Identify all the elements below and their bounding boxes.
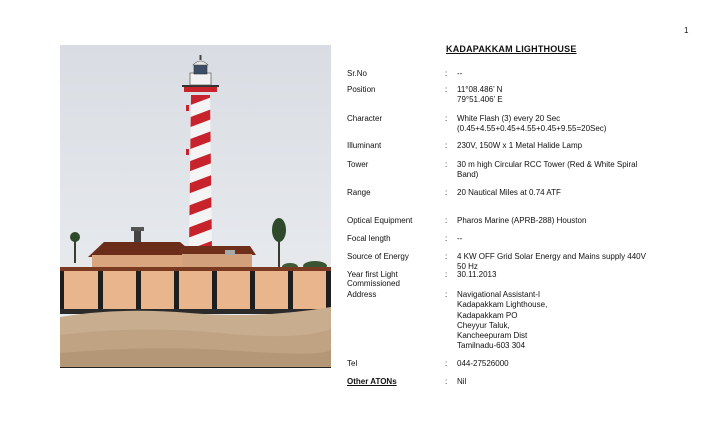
value-optical-equipment: Pharos Marine (APRB-288) Houston [457, 216, 587, 225]
value-address-line2: Kadapakkam Lighthouse, [457, 300, 548, 309]
colon: : [445, 290, 448, 299]
value-sr-no: -- [457, 69, 463, 78]
colon: : [445, 252, 448, 261]
label-position: Position [347, 85, 376, 94]
value-tower-line2: Band) [457, 170, 479, 179]
value-position-latitude: 11°08.486’ N [457, 85, 503, 94]
value-tel: 044-27526000 [457, 359, 509, 368]
colon: : [445, 216, 448, 225]
value-address-line6: Tamilnadu-603 304 [457, 341, 526, 350]
page-number: 1 [684, 26, 689, 35]
value-address-line4: Cheyyur Taluk, [457, 321, 510, 330]
value-character-line2: (0.45+4.55+0.45+4.55+0.45+9.55=20Sec) [457, 124, 607, 133]
value-position-longitude: 79°51.406’ E [457, 95, 503, 104]
colon: : [445, 234, 448, 243]
label-focal-length: Focal length [347, 234, 391, 243]
label-other-atons: Other ATONs [347, 377, 397, 386]
value-address-line5: Kancheepuram Dist [457, 331, 528, 340]
colon: : [445, 270, 448, 279]
value-illuminant: 230V, 150W x 1 Metal Halide Lamp [457, 141, 583, 150]
value-address-line1: Navigational Assistant-I [457, 290, 541, 299]
colon: : [445, 69, 448, 78]
value-year-first-light: 30.11.2013 [457, 270, 497, 279]
label-source-of-energy: Source of Energy [347, 252, 409, 261]
label-optical-equipment: Optical Equipment [347, 216, 413, 225]
value-focal-length: -- [457, 234, 463, 243]
colon: : [445, 85, 448, 94]
photo-bottom-rule [60, 367, 331, 368]
label-character: Character [347, 114, 383, 123]
colon: : [445, 359, 448, 368]
label-commissioned: Commissioned [347, 279, 400, 288]
colon: : [445, 141, 448, 150]
value-other-atons: Nil [457, 377, 467, 386]
colon: : [445, 114, 448, 123]
label-year-first-light: Year first Light [347, 270, 398, 279]
colon: : [445, 188, 448, 197]
value-source-of-energy-line1: 4 KW OFF Grid Solar Energy and Mains supply 440V [457, 252, 646, 261]
label-tel: Tel [347, 359, 358, 368]
colon: : [445, 160, 448, 169]
lighthouse-icon [60, 45, 331, 367]
label-address: Address [347, 290, 377, 299]
value-tower-line1: 30 m high Circular RCC Tower (Red & White Spiral [457, 160, 638, 169]
label-range: Range [347, 188, 371, 197]
label-illuminant: Illuminant [347, 141, 382, 150]
value-character-line1: White Flash (3) every 20 Sec [457, 114, 561, 123]
label-tower: Tower [347, 160, 369, 169]
lighthouse-photo [60, 45, 331, 367]
value-address-line3: Kadapakkam PO [457, 311, 518, 320]
value-range: 20 Nautical Miles at 0.74 ATF [457, 188, 561, 197]
label-sr-no: Sr.No [347, 69, 368, 78]
colon: : [445, 377, 448, 386]
page-title: KADAPAKKAM LIGHTHOUSE [446, 44, 577, 54]
value-source-of-energy-line2: 50 Hz [457, 262, 478, 271]
